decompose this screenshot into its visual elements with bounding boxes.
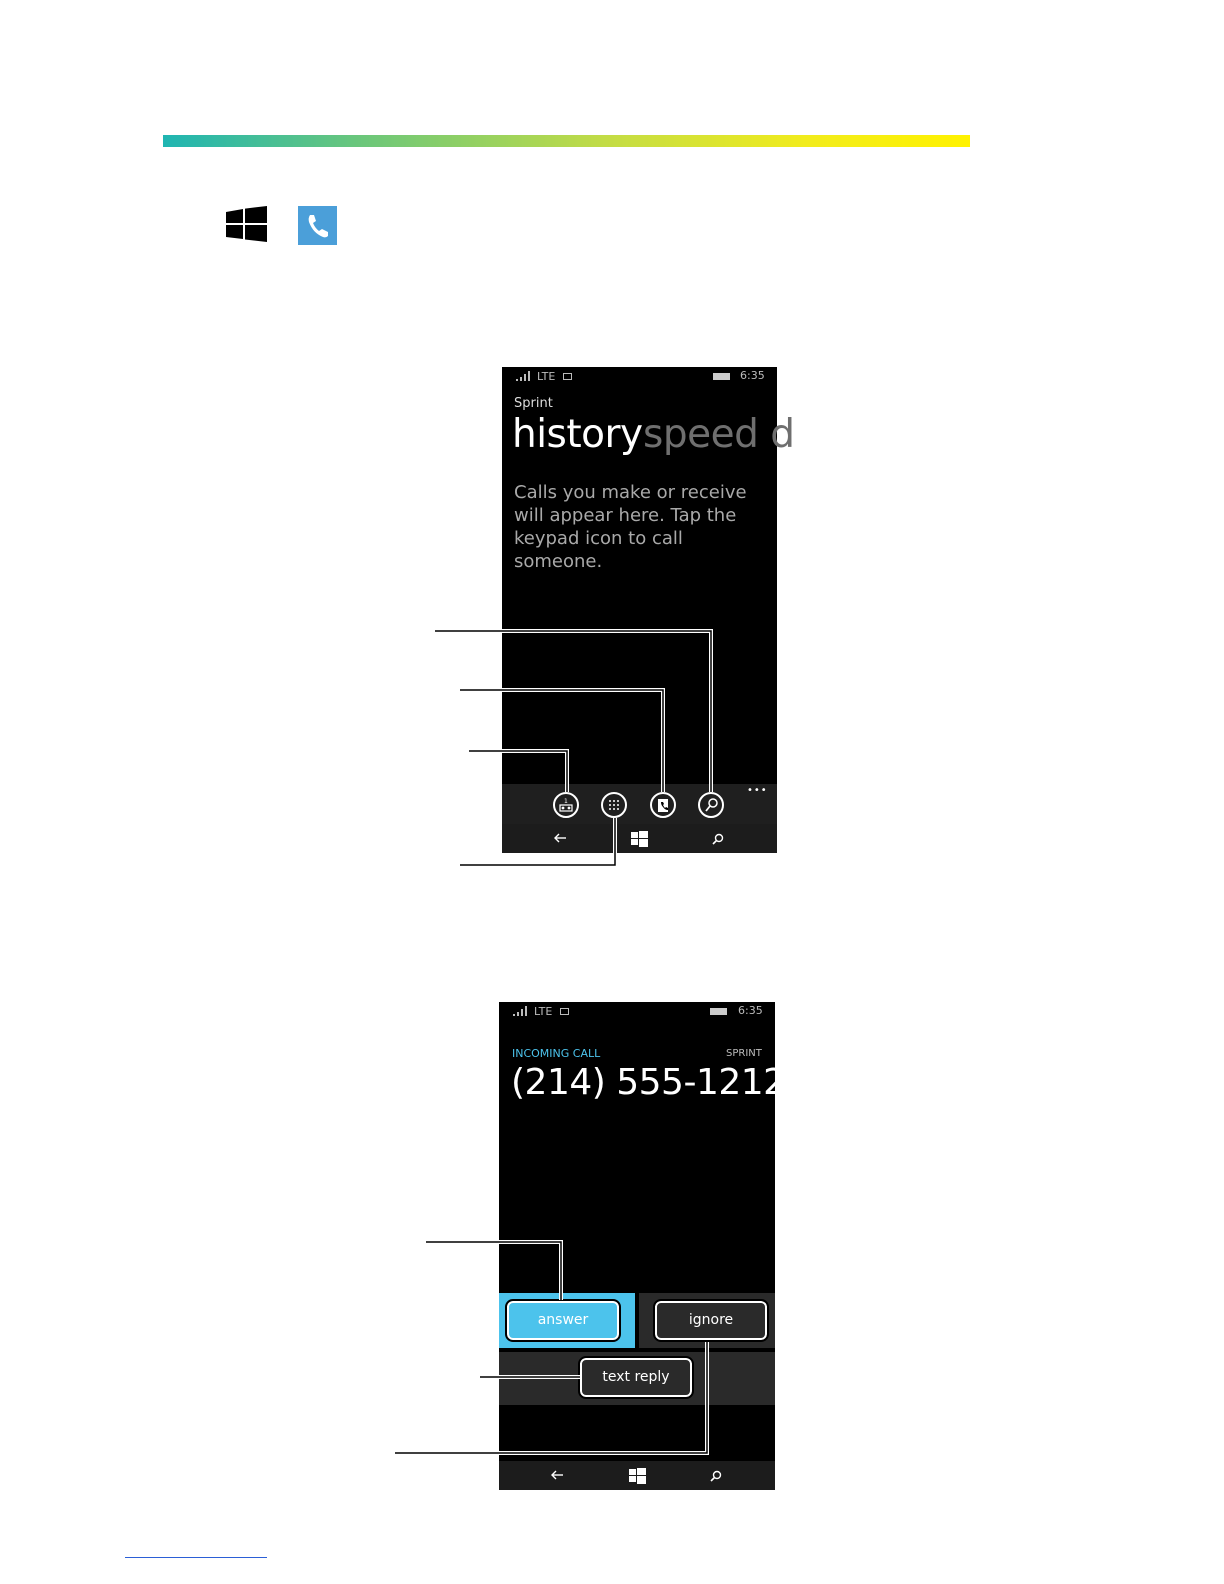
clock: 6:35 — [738, 1004, 763, 1017]
empty-history-message: Calls you make or receive will appear here. Tap the keypad icon to call someone. — [514, 482, 747, 572]
carrier-label: SPRINT — [726, 1048, 762, 1059]
pivot-history[interactable]: history — [512, 412, 643, 457]
carrier-label: Sprint — [514, 396, 553, 411]
network-type: LTE — [537, 370, 556, 383]
answer-label: answer — [507, 1301, 619, 1340]
text-reply-button[interactable]: text reply — [580, 1358, 692, 1397]
pivot-speed-dial[interactable]: speed d — [643, 412, 795, 457]
caller-number: (214) 555-1212 — [511, 1062, 786, 1103]
svg-text:1: 1 — [564, 798, 568, 805]
more-options[interactable]: ••• — [747, 785, 768, 796]
network-type: LTE — [534, 1005, 553, 1018]
incoming-call-label: INCOMING CALL — [512, 1047, 601, 1060]
ignore-label: ignore — [655, 1301, 767, 1340]
footer-link-rule — [125, 1557, 267, 1558]
clock: 6:35 — [740, 369, 765, 382]
